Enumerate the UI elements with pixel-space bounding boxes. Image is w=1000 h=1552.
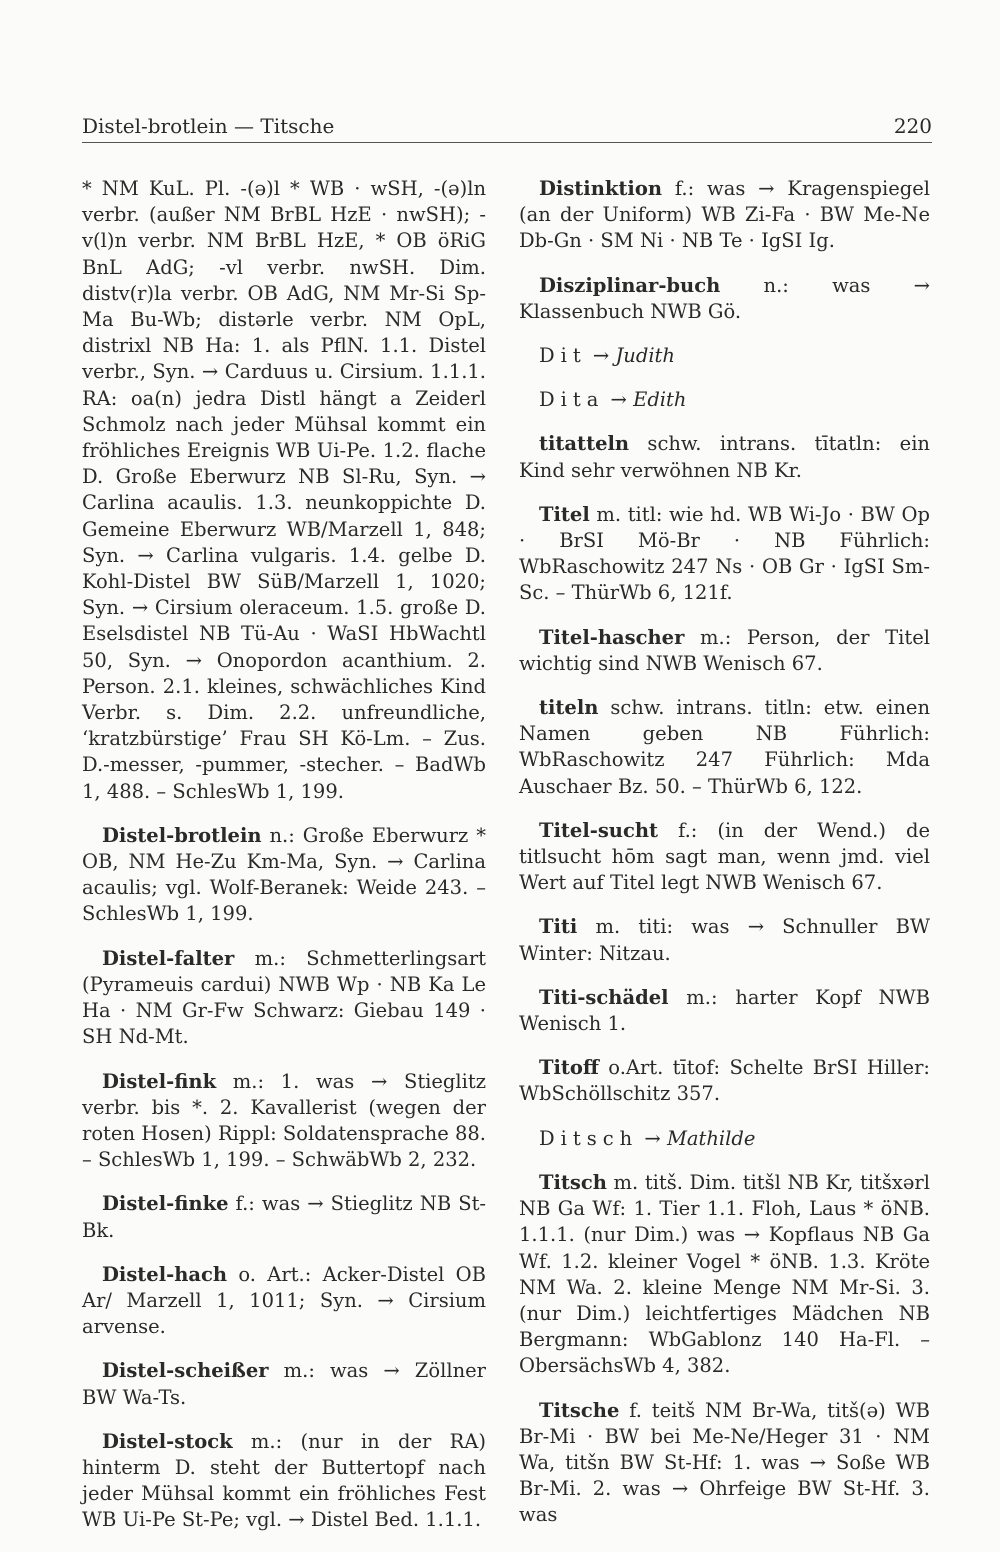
entry-text: schw. intrans. titln: etw. einen Namen geben NB Führlich: WbRaschowitz 247 Führlich: Mda Auschaer Bz. 50. – ThürWb 6, 122. bbox=[519, 696, 930, 798]
entry-headword: Distel-fink bbox=[102, 1069, 217, 1093]
entry-text: schw. intrans. tītatln: ein Kind sehr verwöhnen NB Kr. bbox=[519, 432, 930, 482]
entry-headword: Distel-scheißer bbox=[102, 1359, 269, 1383]
entry-text: f.: (in der Wend.) de titlsucht hōm sagt man, wenn jmd. viel Wert auf Titel legt NWB Wenisch 67. bbox=[519, 818, 930, 895]
header-title: Distel-brotlein — Titsche bbox=[82, 114, 335, 138]
dictionary-entry bbox=[519, 176, 930, 255]
entry-text: m. titl: wie hd. WB Wi-Jo · BW Op · BrSI Mö-Br · NB Führlich: WbRaschowitz 247 Ns · OB Gr · IgSI Sm-Sc. – ThürWb 6, 121f. bbox=[519, 502, 930, 605]
entry-headword: Titel-hascher bbox=[539, 625, 685, 649]
dictionary-entry bbox=[519, 985, 930, 1037]
entry-text: f. teitš NM Br-Wa, titš(ə) WB Br-Mi · BW bei Me-Ne/Heger 31 · NM Wa, titšn BW St-Hf: 1. was → Soße WB Br-Mi. 2. was → Ohrfeige BW St-Hf. 3. was bbox=[519, 1398, 930, 1527]
dictionary-entry bbox=[519, 431, 930, 483]
left-column bbox=[82, 176, 486, 1552]
entry-text: m.: 1. was → Stieglitz verbr. bis *. 2. Kavallerist (wegen der roten Hosen) Rippl: Soldatensprache 88. – SchlesWb 1, 199. – SchwäbWb 2, 232. bbox=[82, 1069, 486, 1172]
entry-text: → Mathilde bbox=[638, 1126, 756, 1150]
entry-text: * NM KuL. Pl. -(ə)l * WB · wSH, -(ə)ln verbr. (außer NM BrBL HzE · nwSH); -v(l)n verbr. NM BrBL HzE, * OB öRiG BnL AdG; -vl verbr. nwSH. Dim. distv(r)la verbr. OB AdG, NM Mr-Si Sp-Ma Bu-Wb; distərle verbr. NM OpL, distrixl NB Ha: 1. als PflN. 1.1. Distel verbr., Syn. → Carduus u. Cirsium. 1.1.1. RA: oa(n) jedra Distl hängt a Zeiderl Schmolz nach jeder Mühsal kommt ein fröhliches Ereignis WB Ui-Pe. 1.2. flache D. Große Eberwurz NB Sl-Ru, Syn. → Carlina acaulis. 1.3. neunkoppichte D. Gemeine Eberwurz WB/Marzell 1, 848; Syn. → Carlina vulgaris. 1.4. gelbe D. Kohl-Distel BW SüB/Marzell 1, 1020; Syn. → Cirsium oleraceum. 1.5. große D. Eselsdistel NB Tü-Au · WaSI HbWachtl 50, Syn. → Onopordon acanthium. 2. Person. 2.1. kleines, schwächliches Kind Verbr. s. Dim. 2.2. unfreundliche, ‘kratzbürstige’ Frau SH Kö-Lm. – Zus. D.-messer, -pummer, -stecher. – BadWb 1, 488. – SchlesWb 1, 199. bbox=[82, 177, 486, 803]
dictionary-entry bbox=[519, 695, 930, 800]
dictionary-entry bbox=[519, 1170, 930, 1380]
entry-text: m.: harter Kopf NWB Wenisch 1. bbox=[519, 985, 930, 1036]
entry-text: n.: Große Eberwurz * OB, NM He-Zu Km-Ma, Syn. → Carlina acaulis; vgl. Wolf-Beranek: Weide 243. – SchlesWb 1, 199. bbox=[82, 823, 486, 926]
entry-headword: Ditsch bbox=[539, 1126, 639, 1150]
entry-text: → Edith bbox=[604, 388, 687, 412]
entry-headword: Titi-schädel bbox=[539, 985, 669, 1009]
entry-headword: Distel-stock bbox=[102, 1429, 233, 1453]
dictionary-entry bbox=[519, 914, 930, 966]
entry-headword: Distel-falter bbox=[102, 946, 235, 970]
entry-text: m. titš. Dim. titšl NB Kr, titšxərl NB Ga Wf: 1. Tier 1.1. Floh, Laus * öNB. 1.1.1. (nur Dim.) was → Kopflaus NB Ga Wf. 1.2. kleiner Vogel * öNB. 1.3. Kröte NM Wa. 2. kleine Menge NM Mr-Si. 3. (nur Dim.) leichtfertiges Mädchen NB Bergmann: WbGablonz 140 Ha-Fl. – ObersächsWb 4, 382. bbox=[519, 1170, 930, 1378]
entry-text: o. Art.: Acker-Distel OB Ar/ Marzell 1, 1011; Syn. → Cirsium arvense. bbox=[82, 1262, 486, 1339]
entry-text: o.Art. tītof: Schelte BrSI Hiller: WbSchöllschitz 357. bbox=[519, 1056, 930, 1106]
dictionary-entry bbox=[82, 1069, 486, 1174]
dictionary-entry bbox=[519, 625, 930, 677]
entry-headword: Distinktion bbox=[539, 177, 662, 200]
running-header bbox=[82, 112, 932, 143]
dictionary-entry bbox=[519, 1055, 930, 1107]
cross-reference-entry bbox=[519, 387, 930, 413]
entry-text: n.: was → Klassenbuch NWB Gö. bbox=[519, 273, 930, 323]
entry-headword: Disziplinar-buch bbox=[539, 273, 721, 297]
dictionary-entry bbox=[82, 176, 486, 805]
entry-headword: Titel-sucht bbox=[539, 818, 659, 842]
entry-headword: Distel-brotlein bbox=[102, 823, 262, 847]
entry-headword: Distel-finke bbox=[102, 1192, 229, 1216]
entry-text: m.: was → Zöllner BW Wa-Ts. bbox=[82, 1359, 486, 1409]
dictionary-entry bbox=[82, 1262, 486, 1341]
entry-headword: Titi bbox=[539, 915, 578, 939]
entry-headword: Titoff bbox=[539, 1056, 599, 1080]
dictionary-entry bbox=[519, 273, 930, 325]
entry-text: f.: was → Stieglitz NB St-Bk. bbox=[82, 1192, 486, 1242]
entry-headword: Titel bbox=[539, 502, 590, 526]
entry-headword: Distel-hach bbox=[102, 1262, 228, 1286]
entry-headword: Titsche bbox=[539, 1398, 620, 1422]
entry-text: f.: was → Kragenspiegel (an der Uniform) WB Zi-Fa · BW Me-Ne Db-Gn · SM Ni · NB Te · IgSI Ig. bbox=[519, 177, 930, 253]
page-number: 220 bbox=[893, 114, 932, 138]
dictionary-entry bbox=[519, 818, 930, 897]
right-column bbox=[519, 176, 930, 1547]
dictionary-entry bbox=[82, 946, 486, 1051]
cross-reference-entry bbox=[519, 1126, 930, 1152]
entry-text: → Judith bbox=[586, 344, 675, 368]
entry-text: m.: (nur in der RA) hinterm D. steht der Buttertopf nach jeder Mühsal kommt ein fröhliches Fest WB Ui-Pe St-Pe; vgl. → Distel Bed. 1.1.1. bbox=[82, 1429, 486, 1532]
dictionary-entry bbox=[519, 502, 930, 607]
entry-headword: Dit bbox=[539, 344, 587, 368]
entry-headword: titatteln bbox=[539, 432, 630, 456]
entry-headword: titeln bbox=[539, 696, 599, 720]
dictionary-entry bbox=[82, 1191, 486, 1243]
dictionary-entry bbox=[82, 1429, 486, 1534]
dictionary-entry bbox=[82, 823, 486, 928]
dictionary-entry bbox=[519, 1398, 930, 1529]
entry-text: m. titi: was → Schnuller BW Winter: Nitzau. bbox=[519, 915, 930, 965]
entry-headword: Titsch bbox=[539, 1170, 607, 1194]
cross-reference-entry bbox=[519, 343, 930, 369]
entry-text: m.: Person, der Titel wichtig sind NWB Wenisch 67. bbox=[519, 625, 930, 675]
dictionary-entry bbox=[82, 1358, 486, 1410]
entry-headword: Dita bbox=[539, 388, 605, 412]
entry-text: m.: Schmetterlingsart (Pyrameuis cardui) NWB Wp · NB Ka Le Ha · NM Gr-Fw Schwarz: Giebau 149 · SH Nd-Mt. bbox=[82, 946, 486, 1049]
